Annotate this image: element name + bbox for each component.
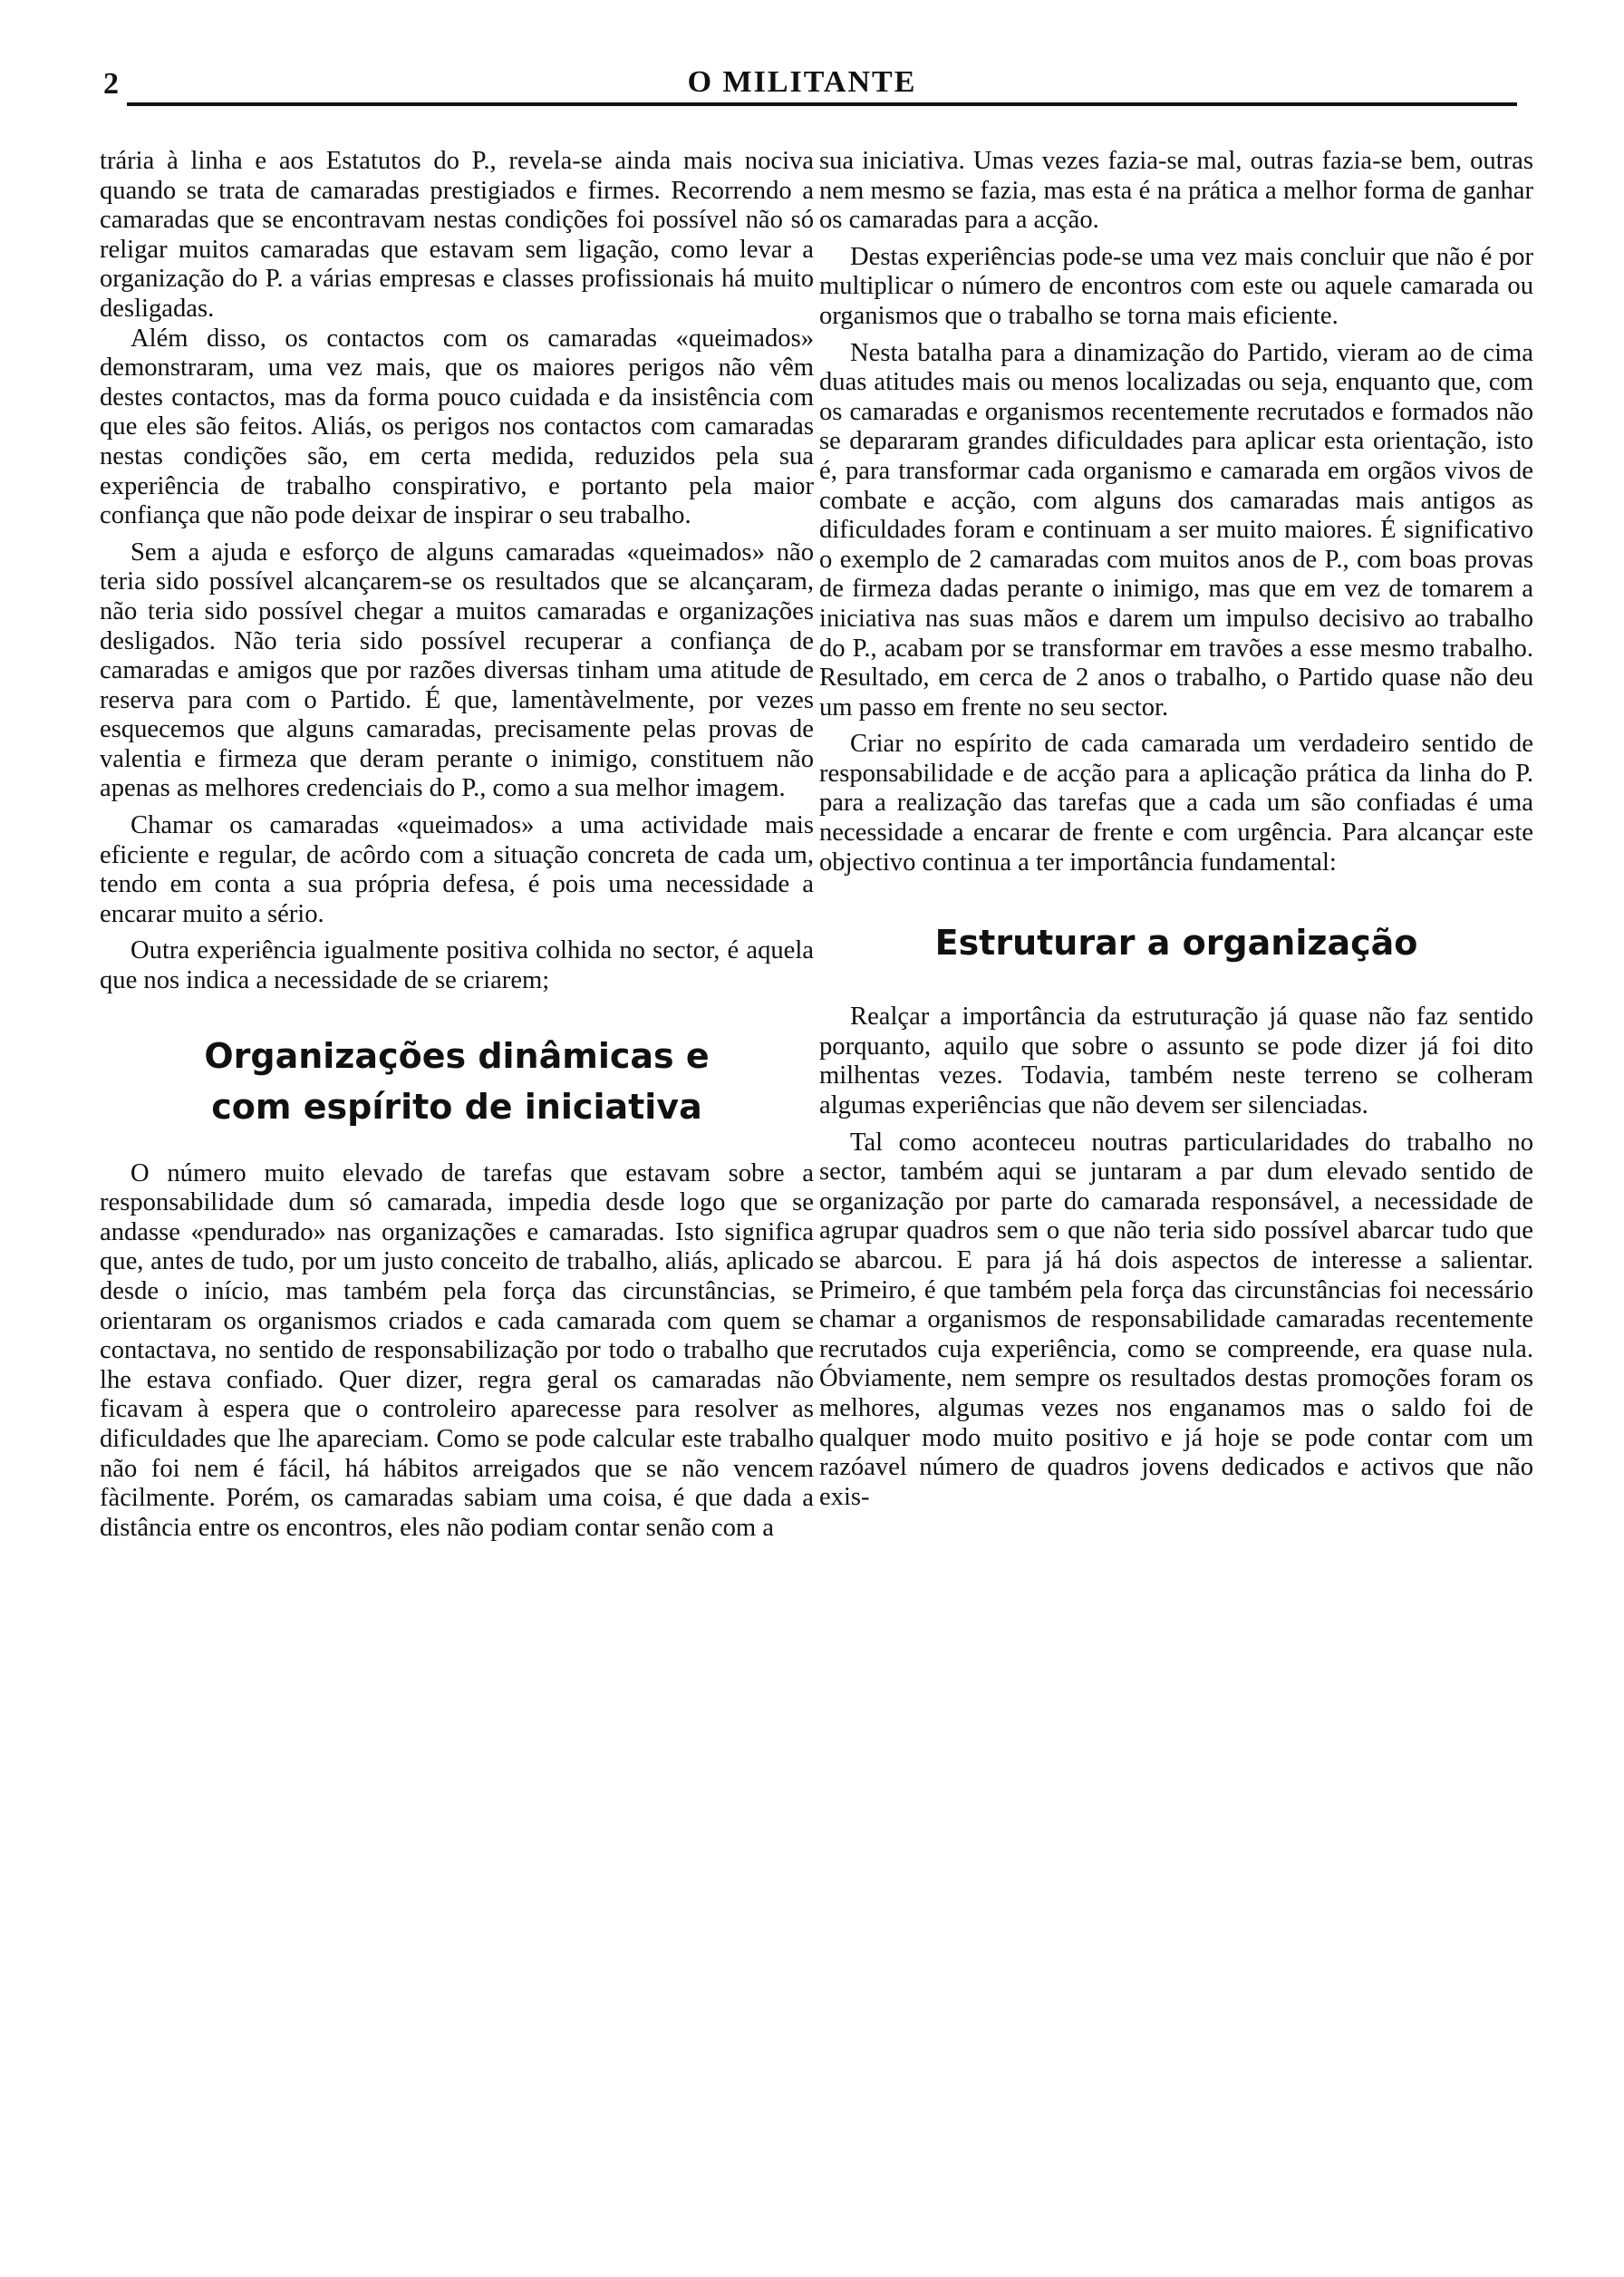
paragraph: Destas experiências pode-se uma vez mais concluir que não é por multiplicar o número de encontros com este ou aquele camarada ou organismos que o trabalho se torna mais eficiente. (819, 242, 1533, 330)
paragraph: Tal como aconteceu noutras particularidades do trabalho no sector, também aqui se juntaram a par dum elevado sentido de organização por parte do camarada responsável, a necessidade de agrupar quadros sem o que não teria sido possível abarcar tudo que se abarcou. E para já há dois aspectos de interesse a salientar. Primeiro, é que também pela força das circunstâncias foi necessário chamar a organismos de responsabilidade camaradas recentemente recrutados cuja experiência, como se compreende, era quase nula. Óbviamente, nem sempre os resultados destas promoções foram os melhores, algumas vezes nos enganamos mas o saldo foi de qualquer modo muito positivo e já hoje se pode contar com um razóavel número de quadros jovens dedicados e activos que não exis- (819, 1128, 1533, 1511)
paragraph: Chamar os camaradas «queimados» a uma actividade mais eficiente e regular, de acôrdo com a situação concreta de cada um, tendo em conta a sua própria defesa, é pois uma necessidade a encarar muito a sério. (100, 811, 814, 928)
paragraph: trária à linha e aos Estatutos do P., revela-se ainda mais nociva quando se trata de camaradas prestigiados e firmes. Recorrendo a camaradas que se encontravam nestas condições foi possível não só religar muitos camaradas que estavam sem ligação, como levar a organização do P. a várias empresas e classes profissionais há muito desligadas. (100, 147, 814, 323)
paragraph: Além disso, os contactos com os camaradas «queimados» demonstraram, uma vez mais, que os maiores perigos não vêm destes contactos, mas da forma pouco cuidada e da insistência com que eles são feitos. Aliás, os perigos nos contactos com camaradas nestas condições são, em certa medida, reduzidos pela sua experiência de trabalho conspirativo, e portanto pela maior confiança que não pode deixar de inspirar o seu trabalho. (100, 324, 814, 530)
paragraph: Realçar a importância da estruturação já quase não faz sentido porquanto, aquilo que sobre o assunto se pode dizer já foi dito milhentas vezes. Todavia, também neste terreno se colheram algumas experiências que não devem ser silenciadas. (819, 1003, 1533, 1120)
paragraph: O número muito elevado de tarefas que estavam sobre a responsabilidade dum só camarada, impedia desde logo que se andasse «pendurado» nas organizações e camaradas. Isto significa que, antes de tudo, por um justo conceito de trabalho, aliás, aplicado desde o início, mas também pela força das circunstâncias, se orientaram os organismos criados e cada camarada com quem se contactava, no sentido de responsabilização por todo o trabalho que lhe estava confiado. Quer dizer, regra geral os camaradas não ficavam à espera que o controleiro aparecesse para resolver as dificuldades que lhe apareciam. Como se pode calcular este trabalho não foi nem é fácil, há hábitos arreigados que se não vencem fàcilmente. Porém, os camaradas sabiam uma coisa, é que dada a distância entre os encontros, eles não podiam contar senão com a (100, 1158, 814, 1542)
paragraph: sua iniciativa. Umas vezes fazia-se mal, outras fazia-se bem, outras nem mesmo se fazia, mas esta é na prática a melhor forma de ganhar os camaradas para a acção. (819, 147, 1533, 235)
paragraph: Nesta batalha para a dinamização do Partido, vieram ao de cima duas atitudes mais ou menos localizadas ou seja, enquanto que, com os camaradas e organismos recentemente recrutados e formados não se depararam grandes dificuldades para aplicar esta orientação, isto é, para transformar cada organismo e camarada em orgãos vivos de combate e acção, com alguns dos camaradas mais antigos as dificuldades foram e continuam a ser muito maiores. É significativo o exemplo de 2 camaradas com muitos anos de P., com boas provas de firmeza dadas perante o inimigo, mas que em vez de tomarem a iniciativa nas suas mãos e darem um impulso decisivo ao trabalho do P., acabam por se transformar em travões a esse mesmo trabalho. Resultado, em cerca de 2 anos o trabalho, o Partido quase não deu um passo em frente no seu sector. (819, 338, 1533, 722)
paragraph: Criar no espírito de cada camarada um verdadeiro sentido de responsabilidade e de acção para a aplicação prática da linha do P. para a realização das tarefas que a cada um são confiadas é uma necessidade a encarar de frente e com urgência. Para alcançar este objectivo continua a ter importância fundamental: (819, 730, 1533, 877)
publication-title: O MILITANTE (687, 65, 917, 99)
section-heading-line: com espírito de iniciativa (211, 1086, 702, 1127)
header-rule (127, 102, 1517, 106)
paragraph: Outra experiência igualmente positiva colhida no sector, é aquela que nos indica a necessidade de se criarem; (100, 936, 814, 995)
page-number: 2 (103, 67, 119, 101)
paragraph: Sem a ajuda e esforço de alguns camaradas «queimados» não teria sido possível alcançarem-se os resultados que se alcançaram, não teria sido possível chegar a muitos camaradas e organizações desligados. Não teria sido possível recuperar a confiança de camaradas e amigos que por razões diversas tinham uma atitude de reserva para com o Partido. É que, lamentàvelmente, por vezes esquecemos que alguns camaradas, precisamente pelas provas de valentia e firmeza que deram perante o inimigo, constituem não apenas as melhores credenciais do P., como a sua melhor imagem. (100, 538, 814, 803)
page-header (87, 60, 1517, 105)
section-heading-line: Organizações dinâmicas e (204, 1035, 710, 1076)
section-heading: Estruturar a organização (934, 923, 1418, 964)
section-heading (100, 1031, 814, 1132)
right-column (819, 147, 1533, 1512)
left-column (100, 147, 814, 1543)
